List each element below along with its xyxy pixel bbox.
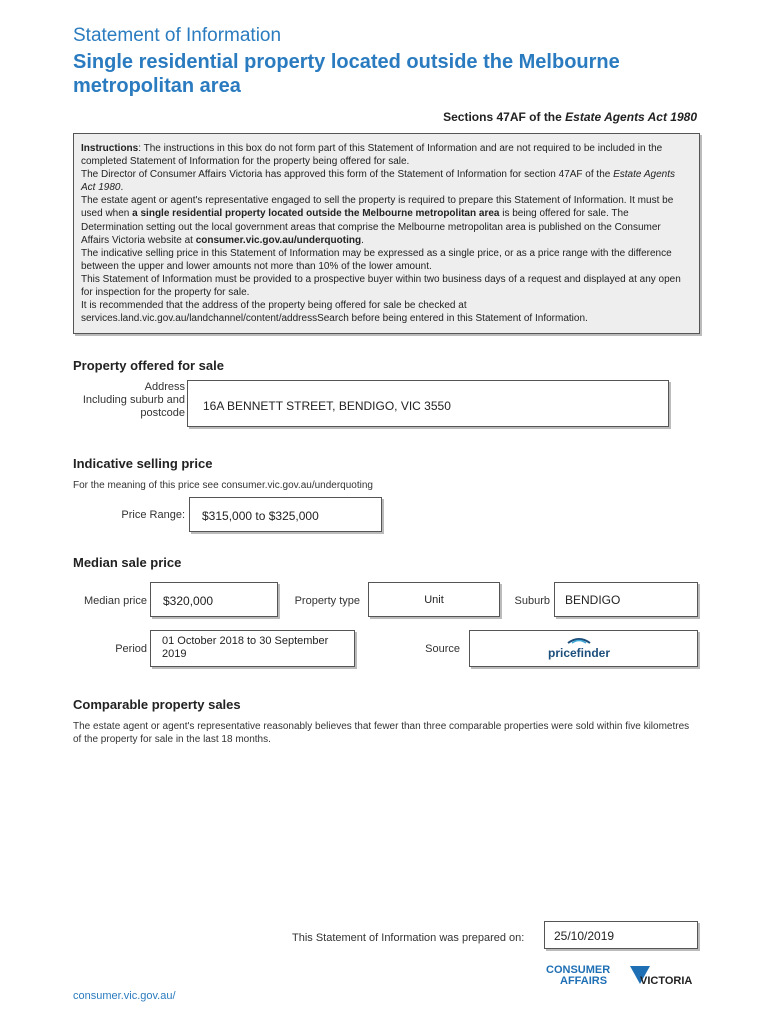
source-field[interactable] (469, 630, 698, 667)
price-range-field[interactable]: $315,000 to $325,000 (189, 497, 382, 532)
document-subtitle: Single residential property located outside the Melbourne metropolitan area (73, 51, 620, 97)
median-price-label: Median price (84, 595, 147, 607)
prepared-date-field[interactable]: 25/10/2019 (544, 921, 698, 949)
indicative-note: For the meaning of this price see consumer.vic.gov.au/underquoting (73, 480, 373, 491)
price-range-label: Price Range: (121, 509, 185, 521)
address-field[interactable]: 16A BENNETT STREET, BENDIGO, VIC 3550 (187, 380, 669, 427)
median-price-field[interactable]: $320,000 (150, 582, 278, 617)
logo-victoria-text: VICTORIA (640, 975, 693, 987)
indicative-heading: Indicative selling price (73, 456, 213, 471)
sections-reference: Sections 47AF of the Estate Agents Act 1980 (443, 110, 697, 124)
property-type-label: Property type (294, 595, 360, 607)
instructions-label: Instructions (81, 143, 139, 154)
pricefinder-logo (470, 631, 699, 668)
median-heading: Median sale price (73, 555, 182, 570)
period-field[interactable]: 01 October 2018 to 30 September 2019 (150, 630, 355, 667)
footer-url[interactable]: consumer.vic.gov.au/ (73, 990, 176, 1002)
property-heading: Property offered for sale (73, 358, 224, 373)
underquoting-link[interactable]: consumer.vic.gov.au/underquoting (195, 234, 362, 246)
logo-consumer-text: CONSUMER (546, 964, 611, 976)
cav-logo-graphic (544, 960, 704, 1004)
document-title: Statement of Information (73, 25, 282, 46)
comparable-heading: Comparable property sales (73, 697, 241, 712)
logo-affairs-text: AFFAIRS (560, 975, 608, 987)
suburb-label: Suburb (514, 595, 550, 607)
instructions-box: Instructions: The instructions in this box do not form part of this Statement of Information and are not required to be included in the completed Statement of Information for the property being offered for sale. The Director of Consumer Affairs Victoria has approved this form of the Statement of Information for section 47AF of the Estate Agents Act 1980. The estate agent or agent's representative engaged to sell the property is required to prepare this Statement of Information. It must be used when a single residential property located outside the Melbourne metropolitan area is being offered for sale. The Determination setting out the local government areas that comprise the Melbourne metropolitan area is published on the Consumer Affairs Victoria website at consumer.vic.gov.au/underquoting. The indicative selling price in this Statement of Information may be expressed as a single price, or as a price range with the difference between the upper and lower amounts not more than 10% of the lower amount. This Statement of Information must be provided to a prospective buyer within two business days of a request and displayed at any open for inspection for the property for sale. It is recommended that the address of the property being offered for sale be checked at services.land.vic.gov.au/landchannel/content/addressSearch before being entered in this Statement of Information. (73, 133, 700, 334)
suburb-field[interactable]: BENDIGO (554, 582, 698, 617)
comparable-text: The estate agent or agent's representative reasonably believes that fewer than three comparable properties were sold within five kilometres of the property for sale in the last 18 months. (73, 721, 690, 745)
period-label: Period (115, 643, 147, 655)
pricefinder-text: pricefinder (547, 646, 611, 660)
address-label: Address Including suburb and postcode (82, 381, 185, 419)
property-type-field[interactable]: Unit (368, 582, 500, 617)
consumer-affairs-victoria-logo (544, 960, 704, 1004)
prepared-label: This Statement of Information was prepared on: (292, 932, 525, 944)
source-label: Source (425, 643, 460, 655)
